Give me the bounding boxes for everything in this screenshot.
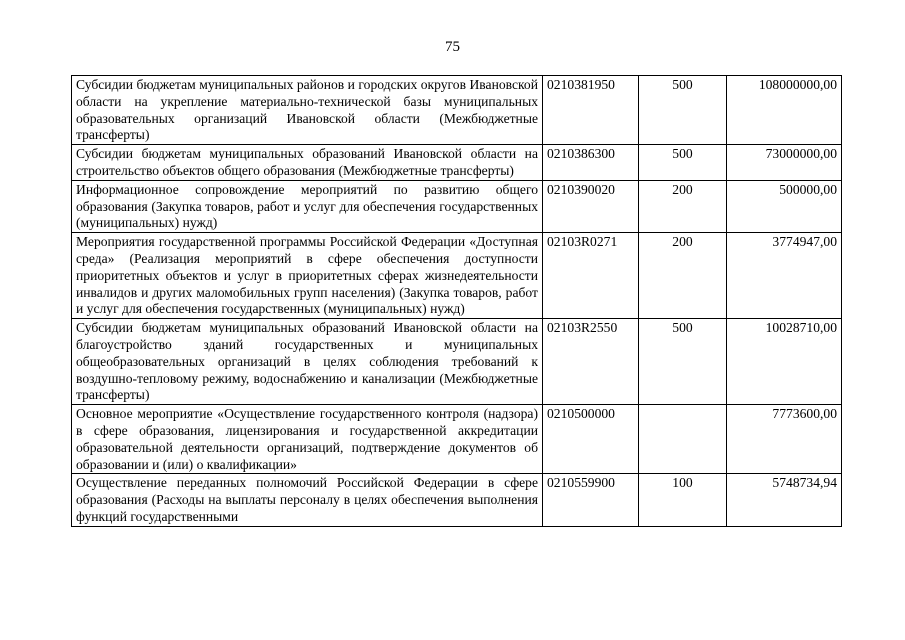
table-row bbox=[72, 233, 842, 319]
row-target-code: 0210390020 bbox=[543, 180, 639, 232]
table-row bbox=[72, 474, 842, 526]
row-target-code: 0210559900 bbox=[543, 474, 639, 526]
row-target-code: 02103R2550 bbox=[543, 319, 639, 405]
row-description: Мероприятия государственной программы Российской Федерации «Доступная среда» (Реализация мероприятий в сфере обеспечения доступности приоритетных объектов и услуг в приоритетных сферах жизнедеятельности инвалидов и других маломобильных групп населения) (Закупка товаров, работ и услуг для обеспечения государственных (муниципальных) нужд) bbox=[72, 233, 543, 319]
table-row bbox=[72, 145, 842, 181]
row-expense-type: 500 bbox=[639, 319, 727, 405]
row-target-code: 02103R0271 bbox=[543, 233, 639, 319]
row-expense-type: 200 bbox=[639, 180, 727, 232]
row-target-code: 0210500000 bbox=[543, 405, 639, 474]
row-description: Субсидии бюджетам муниципальных образований Ивановской области на благоустройство зданий государственных и муниципальных общеобразовательных организаций в целях соблюдения требований к воздушно-тепловому режиму, водоснабжению и канализации (Межбюджетные трансферты) bbox=[72, 319, 543, 405]
budget-table bbox=[71, 75, 842, 527]
row-target-code: 0210386300 bbox=[543, 145, 639, 181]
row-amount: 7773600,00 bbox=[727, 405, 842, 474]
row-expense-type: 200 bbox=[639, 233, 727, 319]
row-amount: 5748734,94 bbox=[727, 474, 842, 526]
row-amount: 3774947,00 bbox=[727, 233, 842, 319]
row-expense-type: 500 bbox=[639, 76, 727, 145]
table-row bbox=[72, 405, 842, 474]
row-description: Осуществление переданных полномочий Российской Федерации в сфере образования (Расходы на выплаты персоналу в целях обеспечения выполнения функций государственными bbox=[72, 474, 543, 526]
row-description: Субсидии бюджетам муниципальных районов и городских округов Ивановской области на укрепление материально-технической базы муниципальных образовательных организаций Ивановской области (Межбюджетные трансферты) bbox=[72, 76, 543, 145]
row-expense-type bbox=[639, 405, 727, 474]
row-amount: 108000000,00 bbox=[727, 76, 842, 145]
row-target-code: 0210381950 bbox=[543, 76, 639, 145]
table-row bbox=[72, 180, 842, 232]
row-expense-type: 100 bbox=[639, 474, 727, 526]
row-description: Информационное сопровождение мероприятий по развитию общего образования (Закупка товаров, работ и услуг для обеспечения государственных (муниципальных) нужд) bbox=[72, 180, 543, 232]
row-description: Основное мероприятие «Осуществление государственного контроля (надзора) в сфере образования, лицензирования и государственной аккредитации образовательной деятельности организаций, подтверждение документов об образовании и (или) о квалификации» bbox=[72, 405, 543, 474]
row-amount: 73000000,00 bbox=[727, 145, 842, 181]
row-description: Субсидии бюджетам муниципальных образований Ивановской области на строительство объектов общего образования (Межбюджетные трансферты) bbox=[72, 145, 543, 181]
table-row bbox=[72, 319, 842, 405]
row-amount: 10028710,00 bbox=[727, 319, 842, 405]
row-expense-type: 500 bbox=[639, 145, 727, 181]
page-number: 75 bbox=[445, 39, 460, 55]
table-row bbox=[72, 76, 842, 145]
row-amount: 500000,00 bbox=[727, 180, 842, 232]
